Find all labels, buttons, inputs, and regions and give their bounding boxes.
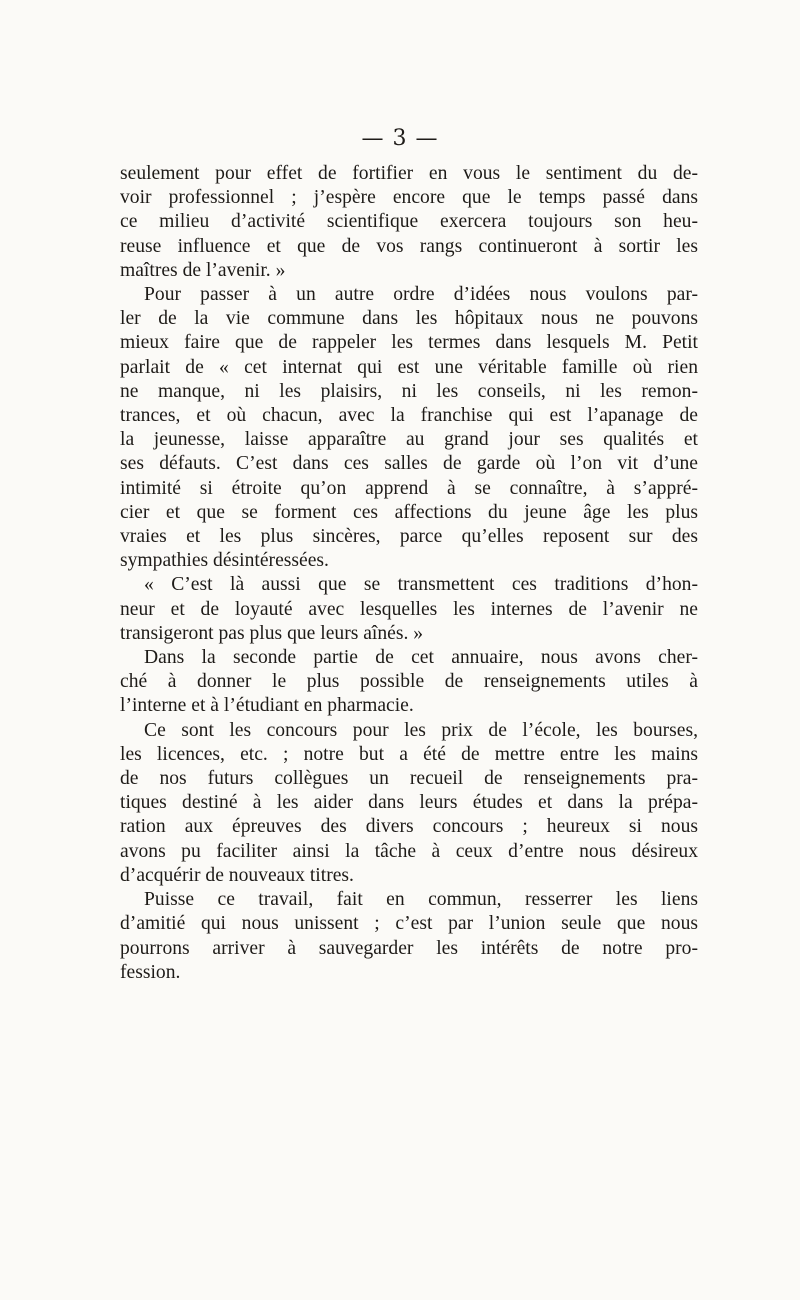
text-line: ler de la vie commune dans les hôpitaux nous ne pouvons (120, 308, 698, 330)
text-line: Ce sont les concours pour les prix de l’école, les bourses, (144, 719, 698, 741)
text-line: transigeront pas plus que leurs aînés. » (120, 622, 424, 644)
text-line: maîtres de l’avenir. » (120, 259, 286, 281)
text-line: Pour passer à un autre ordre d’idées nous voulons par- (144, 284, 698, 306)
text-line: l’interne et à l’étudiant en pharmacie. (120, 695, 414, 717)
text-line: Dans la seconde partie de cet annuaire, nous avons cher- (144, 647, 698, 669)
text-line: avons pu faciliter ainsi la tâche à ceux d’entre nous désireux (120, 840, 698, 862)
text-line: de nos futurs collègues un recueil de renseignements pra- (120, 768, 698, 790)
text-line: ration aux épreuves des divers concours ; heureux si nous (120, 816, 698, 838)
body-text (120, 162, 698, 985)
text-line: trances, et où chacun, avec la franchise qui est l’apanage de (120, 405, 698, 427)
text-line: cier et que se forment ces affections du jeune âge les plus (120, 501, 698, 523)
text-line: parlait de « cet internat qui est une véritable famille où rien (120, 356, 698, 378)
text-line: tiques destiné à les aider dans leurs études et dans la prépa- (120, 792, 698, 814)
text-line: « C’est là aussi que se transmettent ces traditions d’hon- (144, 574, 698, 596)
text-line: pourrons arriver à sauvegarder les intérêts de notre pro- (120, 937, 698, 959)
text-line: les licences, etc. ; notre but a été de mettre entre les mains (120, 743, 698, 765)
page-number: — 3 — (361, 126, 439, 151)
text-line: reuse influence et que de vos rangs continueront à sortir les (120, 235, 698, 257)
text-line: ne manque, ni les plaisirs, ni les conseils, ni les remon- (120, 380, 698, 402)
text-line: Puisse ce travail, fait en commun, resserrer les liens (144, 889, 698, 911)
text-line: seulement pour effet de fortifier en vous le sentiment du de- (120, 163, 698, 184)
text-line: fession. (120, 961, 181, 983)
text-line: ce milieu d’activité scientifique exercera toujours son heu- (120, 211, 698, 233)
text-line: ché à donner le plus possible de renseignements utiles à (120, 671, 698, 693)
text-line: d’acquérir de nouveaux titres. (120, 864, 354, 886)
text-line: la jeunesse, laisse apparaître au grand jour ses qualités et (120, 429, 698, 451)
text-line: voir professionnel ; j’espère encore que le temps passé dans (120, 187, 698, 209)
text-line: vraies et les plus sincères, parce qu’elles reposent sur des (120, 526, 698, 548)
text-line: d’amitié qui nous unissent ; c’est par l’union seule que nous (120, 913, 698, 935)
text-line: mieux faire que de rappeler les termes dans lesquels M. Petit (120, 332, 698, 354)
text-line: intimité si étroite qu’on apprend à se connaître, à s’appré- (120, 477, 698, 499)
text-line: sympathies désintéressées. (120, 550, 329, 572)
text-line: neur et de loyauté avec lesquelles les internes de l’avenir ne (120, 598, 698, 620)
text-line: ses défauts. C’est dans ces salles de garde où l’on vit d’une (120, 453, 698, 475)
